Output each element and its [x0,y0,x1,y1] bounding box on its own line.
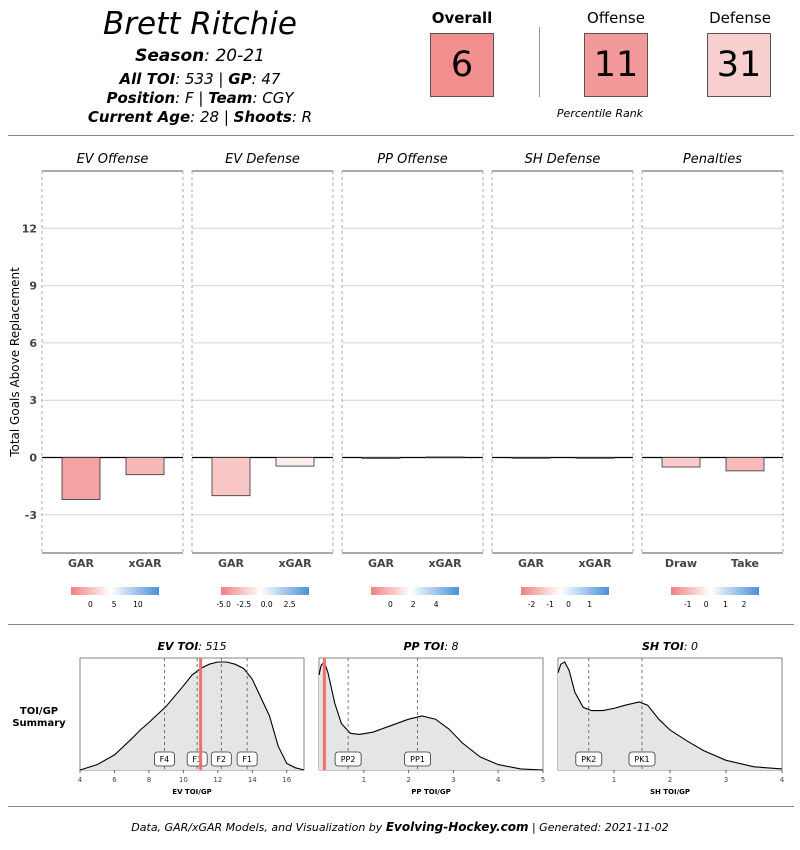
x-tick-label: 2 [667,776,673,784]
x-tick-label: 3 [451,776,456,784]
x-tick-label: xGAR [428,557,462,570]
line-label: PK2 [581,755,597,764]
bar-xgar [276,458,314,467]
x-tick-label: GAR [517,557,545,570]
legend-tick-label: 2.5 [283,600,296,609]
legend-tick-label: 1 [587,600,593,609]
toi-value: 533 [185,70,214,88]
defense-rank-box [707,33,771,97]
x-tick-label: GAR [67,557,95,570]
toi-title-value: : 515 [198,640,227,653]
x-tick-label: GAR [367,557,395,570]
line-label: PP2 [340,755,356,764]
toi-panel-title [642,640,698,653]
panel-title: EV Defense [225,152,300,167]
legend-tick-label: 1 [723,600,728,609]
bar-gar [512,458,550,459]
x-tick-label: 4 [779,776,785,784]
x-tick-label: 3 [723,776,729,784]
middle-divider [8,624,794,625]
overall-rank-box [430,33,494,97]
legend-tick-label: 0 [387,600,393,609]
x-tick-label: 8 [146,776,152,784]
panel-title: PP Offense [377,152,448,167]
x-axis-label: PP TOI/GP [411,788,451,796]
x-tick-label: 6 [112,776,117,784]
toi-gp-line: All TOI: 533 | GP: 47 [119,70,281,88]
legend-tick-label: 0 [566,600,571,609]
x-tick-label: Take [731,557,759,570]
bottom-divider [8,806,794,807]
toi-title-value: : 0 [683,640,699,653]
top-divider [8,135,794,136]
season-label: Season [135,46,205,66]
color-legend-bar [221,587,309,595]
toi-title-value: : 8 [444,640,459,653]
legend-tick-label: 0 [703,600,709,609]
legend-tick-label: -2 [527,600,536,609]
gp-label: GP [228,70,252,88]
x-axis-label: EV TOI/GP [172,788,212,796]
color-legend-bar [71,587,159,595]
footer-credit [0,820,800,834]
gar-panel-pp-offense [342,152,483,609]
offense-rank-box [584,33,648,97]
toi-side-label: TOI/GP [19,706,59,717]
footer-date: 2021-11-02 [604,821,669,834]
color-legend-bar [521,587,609,595]
line-label: F2 [216,755,227,764]
toi-panel-ev [78,640,304,796]
gar-panel-ev-offense [42,152,183,609]
offense-rank-value: 11 [593,45,639,85]
toi-panel-title [157,640,226,653]
legend-tick-label: -5.0 [216,600,231,609]
gar-panel-penalties [642,152,783,609]
season-value: 20-21 [215,46,265,66]
gar-bar-chart [0,138,800,609]
panel-title: SH Defense [524,152,601,167]
toi-label: All TOI [119,70,176,88]
y-tick-label: 12 [21,222,37,236]
panel-title: Penalties [682,152,743,167]
defense-label: Defense [709,9,771,27]
toi-side-label: Summary [12,718,66,729]
bar-gar [362,458,400,459]
age-label: Current Age [87,108,191,126]
legend-tick-label: 2 [410,600,416,609]
toi-density-chart [0,628,800,800]
x-tick-label: 10 [178,776,188,784]
bar-xgar [126,458,164,475]
x-tick-label: 5 [540,776,546,784]
overall-rank-value: 6 [450,45,474,85]
gar-panel-ev-defense [192,152,333,609]
legend-tick-label: 10 [133,600,143,609]
legend-tick-label: -1 [683,600,692,609]
legend-tick-label: 0 [87,600,93,609]
bar-gar [212,458,250,496]
legend-tick-label: 2 [741,600,747,609]
percentile-caption: Percentile Rank [556,107,644,120]
bar-take [726,458,764,471]
team-label: Team [208,89,253,107]
line-label: PP1 [410,755,425,764]
x-tick-label: 1 [611,776,617,784]
legend-tick-label: 5 [111,600,117,609]
age-value: 28 [199,108,220,126]
shoots-value: R [301,108,313,126]
toi-title-label: PP TOI [403,640,445,653]
line-label: F1 [242,755,252,764]
x-tick-label: 12 [213,776,223,784]
y-tick-label: 6 [29,336,37,350]
x-tick-label: 14 [247,776,257,784]
toi-title-label: EV TOI [157,640,199,653]
x-tick-label: 16 [282,776,292,784]
rank-divider [539,27,540,97]
bar-gar [62,458,100,500]
season-line: Season: 20-21 [135,46,265,66]
bar-xgar [426,457,464,458]
line-label: F4 [159,755,170,764]
overall-label: Overall [431,9,493,27]
player-name: Brett Ritchie [103,6,297,42]
gar-panel-sh-defense [492,152,633,609]
color-legend-bar [671,587,759,595]
x-tick-label: Draw [664,557,698,570]
x-tick-label: 4 [495,776,501,784]
legend-tick-label: 4 [433,600,439,609]
team-value: CGY [262,89,294,107]
legend-tick-label: -2.5 [236,600,252,609]
toi-panel-pp [319,640,545,796]
bar-xgar [576,458,614,459]
y-tick-label: 9 [29,279,37,293]
y-tick-label: -3 [24,508,37,522]
x-tick-label: GAR [217,557,245,570]
age-shoots-line: Current Age: 28 | Shoots: R [87,108,313,126]
y-tick-label: 0 [29,451,37,465]
footer-brand: Evolving-Hockey.com [385,820,529,834]
offense-label: Offense [587,9,645,27]
footer-generated-label: | Generated: [528,821,605,834]
shoots-label: Shoots [233,108,292,126]
footer-prefix: Data, GAR/xGAR Models, and Visualization by [131,821,386,834]
line-label: F3 [192,755,203,764]
x-tick-label: xGAR [578,557,612,570]
toi-panel-title [403,640,458,653]
x-axis-label: SH TOI/GP [649,788,691,796]
position-label: Position [106,89,176,107]
position-team-line: Position: F | Team: CGY [106,89,294,107]
position-value: F [184,89,194,107]
y-axis-label: Total Goals Above Replacement [8,267,22,457]
x-tick-label: xGAR [278,557,312,570]
legend-tick-label: 0.0 [260,600,273,609]
line-label: PK1 [634,755,650,764]
color-legend-bar [371,587,459,595]
x-tick-label: 2 [406,776,411,784]
x-tick-label: xGAR [128,557,162,570]
legend-tick-label: -1 [546,600,554,609]
defense-rank-value: 31 [716,45,762,85]
toi-panel-sh [558,640,785,796]
y-tick-label: 3 [29,394,37,408]
panel-title: EV Offense [76,152,149,167]
x-tick-label: 1 [361,776,367,784]
toi-title-label: SH TOI [641,640,684,653]
x-tick-label: 4 [77,776,83,784]
gp-value: 47 [261,70,281,88]
bar-draw [662,458,700,468]
